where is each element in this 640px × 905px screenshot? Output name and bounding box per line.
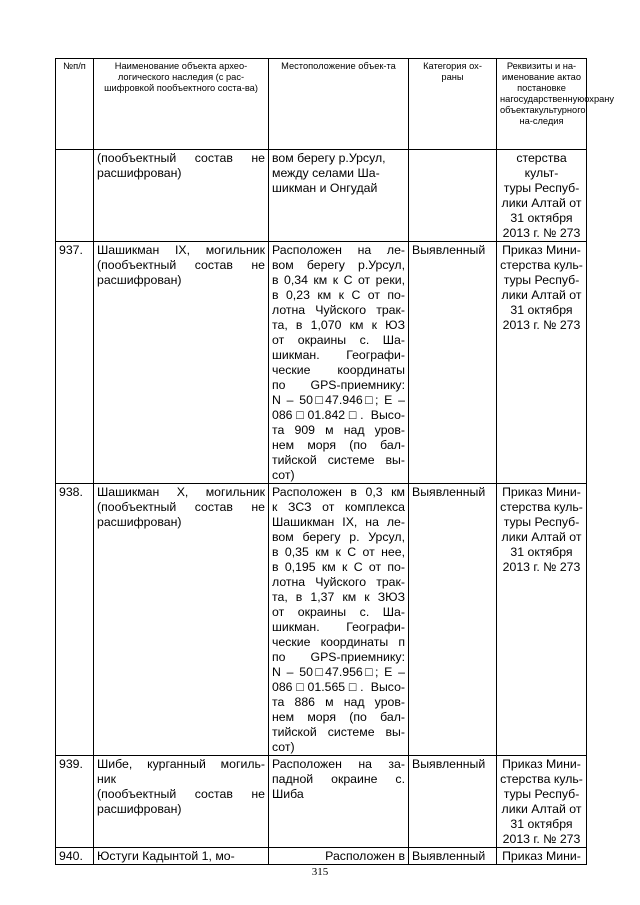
cell-line: тийской системе вы- (272, 725, 405, 739)
row-number: 937. (56, 242, 94, 484)
cell-line: лики Алтай от (501, 288, 582, 302)
row-category: Выявленный (409, 848, 497, 865)
cell-line: Шашикман X, могильник (97, 485, 265, 499)
cell-line: та 909 м над уров- (272, 423, 405, 437)
cell-line: 31 октября (510, 817, 573, 831)
page-number: 315 (311, 866, 329, 878)
row-number: 940. (56, 848, 94, 865)
cell-line: ческие координаты п (272, 635, 405, 649)
cell-line: расшифрован) (97, 515, 182, 529)
row-number (56, 150, 94, 242)
row-requisites (497, 242, 587, 484)
cell-line: вом берегу р. Урсул, (272, 530, 405, 544)
table-row (56, 848, 587, 865)
cell-line: туры Респуб- (503, 273, 580, 287)
row-location (269, 484, 409, 756)
cell-line: ческие координаты (272, 363, 405, 377)
cell-line: туры Респуб- (503, 181, 580, 195)
row-location (269, 242, 409, 484)
row-object-name (94, 242, 269, 484)
cell-line: шикман и Онгудай (272, 181, 378, 195)
row-object-name (94, 756, 269, 848)
row-location (269, 756, 409, 848)
row-category (409, 150, 497, 242)
cell-line: нем моря (по бал- (272, 710, 405, 724)
cell-line: Шиба (272, 787, 304, 801)
table-row (56, 150, 587, 242)
cell-line: вом берегу р.Урсул, (272, 151, 386, 165)
header-number (56, 59, 94, 150)
cell-line: Юстуги Кадынтой 1, мо- (97, 849, 235, 863)
cell-line: Приказ Мини- (502, 849, 581, 863)
cell-line: 31 октября (510, 211, 573, 225)
cell-line: нем моря (по бал- (272, 438, 405, 452)
cell-line: ва) (244, 83, 258, 93)
cell-line: 086□01.842□. Высо- (272, 408, 405, 422)
cell-line: Местоположение объек- (281, 61, 387, 71)
cell-line: стерства куль- (500, 500, 583, 514)
cell-line: Шашикман IX, могильник (97, 243, 265, 257)
row-object-name (94, 848, 269, 865)
cell-line: сот) (272, 740, 295, 754)
cell-line: расшифрован) (97, 802, 182, 816)
cell-line: № (63, 61, 74, 71)
cell-line: расшифрован) (97, 273, 182, 287)
cell-line: шифровкой пообъектного соста- (104, 83, 245, 93)
cell-line: 086□01.565□. Высо- (272, 680, 405, 694)
cell-line: охрану объекта (500, 94, 615, 115)
cell-line: (пообъектный состав не (97, 500, 265, 514)
row-object-name (94, 484, 269, 756)
cell-line: по GPS-приемнику: (272, 650, 405, 664)
heritage-register-table (55, 58, 615, 865)
cell-line: логического наследия (с рас- (117, 72, 245, 82)
cell-line: Шибе, курганный могиль- (97, 757, 265, 771)
row-requisites (497, 484, 587, 756)
header-act-requisites (497, 59, 615, 150)
cell-line: государственную (510, 94, 585, 104)
cell-line: та (386, 61, 396, 71)
cell-line: от окраины с. Ша- (272, 605, 405, 619)
cell-line: к ЗСЗ от комплекса (272, 500, 405, 514)
cell-line: по GPS-приемнику: (272, 378, 405, 392)
cell-line: Реквизиты и на- (506, 61, 577, 71)
cell-line: (пообъектный состав не (97, 151, 265, 165)
cell-line: именование акта (502, 72, 576, 82)
row-requisites (497, 150, 587, 242)
header-object-name (94, 59, 269, 150)
cell-line: в 0,35 км к С от нее, (272, 545, 405, 559)
cell-line: Приказ Мини- (502, 243, 581, 257)
cell-line: (пообъектный состав не (97, 258, 265, 272)
table-row (56, 242, 587, 484)
cell-line: (пообъектный состав не (97, 787, 265, 801)
header-location (269, 59, 409, 150)
cell-line: Приказ Мини- (502, 485, 581, 499)
row-requisites (497, 756, 587, 848)
cell-line: та 886 м над уров- (272, 695, 405, 709)
cell-line: в 0,23 км к С от по- (272, 288, 405, 302)
cell-line: лики Алтай от (501, 802, 582, 816)
cell-line: Наименование объекта архео- (114, 61, 248, 71)
cell-line: сот) (272, 468, 295, 482)
header-protection-category (409, 59, 497, 150)
cell-line: о постановке на (500, 72, 581, 104)
table-row (56, 484, 587, 756)
cell-line: от окраины с. Ша- (272, 333, 405, 347)
cell-line: стерства куль- (500, 772, 583, 786)
cell-line: Категория ох- (423, 61, 482, 71)
row-category: Выявленный (409, 484, 497, 756)
cell-line: в 0,34 км к С от реки, (272, 273, 405, 287)
cell-line: 31 октября (510, 303, 573, 317)
cell-line: Расположен на ле- (272, 243, 405, 257)
row-requisites (497, 848, 587, 865)
row-location (269, 848, 409, 865)
cell-line: культурного на- (519, 105, 586, 126)
row-number: 939. (56, 756, 94, 848)
cell-line: п/п (73, 61, 86, 71)
row-number: 938. (56, 484, 94, 756)
cell-line: шикман. Географи- (272, 348, 405, 362)
cell-line: ник (97, 772, 117, 786)
row-location (269, 150, 409, 242)
cell-line: раны (441, 72, 464, 82)
cell-line: между селами Ша- (272, 166, 380, 180)
cell-line: та, в 1,37 км к ЗЮЗ (272, 590, 405, 604)
cell-line: N – 50□47.956□; Е – (272, 665, 405, 679)
cell-line: лотна Чуйского трак- (272, 575, 405, 589)
cell-line: тийской системе вы- (272, 453, 405, 467)
cell-line: шикман. Географи- (272, 620, 405, 634)
cell-line: следия (532, 116, 564, 126)
cell-line: 2013 г. № 273 (502, 226, 581, 240)
row-object-name (94, 150, 269, 242)
cell-line: стерства культ- (516, 151, 567, 180)
cell-line: туры Респуб- (503, 787, 580, 801)
cell-line: Шашикман IX, на ле- (272, 515, 405, 529)
cell-line: лотна Чуйского трак- (272, 303, 405, 317)
cell-line: в 0,195 км к С от по- (272, 560, 405, 574)
cell-line: вом берегу р.Урсул, (272, 258, 405, 272)
cell-line: та, в 1,070 км к ЮЗ (272, 318, 405, 332)
cell-line: 2013 г. № 273 (502, 832, 581, 846)
cell-line: N – 50□47.946□; Е – (272, 393, 405, 407)
cell-line: лики Алтай от (501, 196, 582, 210)
cell-line: расшифрован) (97, 166, 182, 180)
table-row (56, 756, 587, 848)
cell-line: Расположен на за- (272, 757, 405, 771)
table-header-row (56, 59, 587, 150)
cell-line: 2013 г. № 273 (502, 318, 581, 332)
cell-line: 2013 г. № 273 (502, 560, 581, 574)
cell-line: Расположен в (325, 849, 405, 863)
row-category: Выявленный (409, 242, 497, 484)
cell-line: стерства куль- (500, 258, 583, 272)
cell-line: туры Респуб- (503, 515, 580, 529)
cell-line: падной окраине с. (272, 772, 405, 786)
row-category: Выявленный (409, 756, 497, 848)
cell-line: 31 октября (510, 545, 573, 559)
cell-line: Расположен в 0,3 км (272, 485, 405, 499)
cell-line: Приказ Мини- (502, 757, 581, 771)
cell-line: лики Алтай от (501, 530, 582, 544)
